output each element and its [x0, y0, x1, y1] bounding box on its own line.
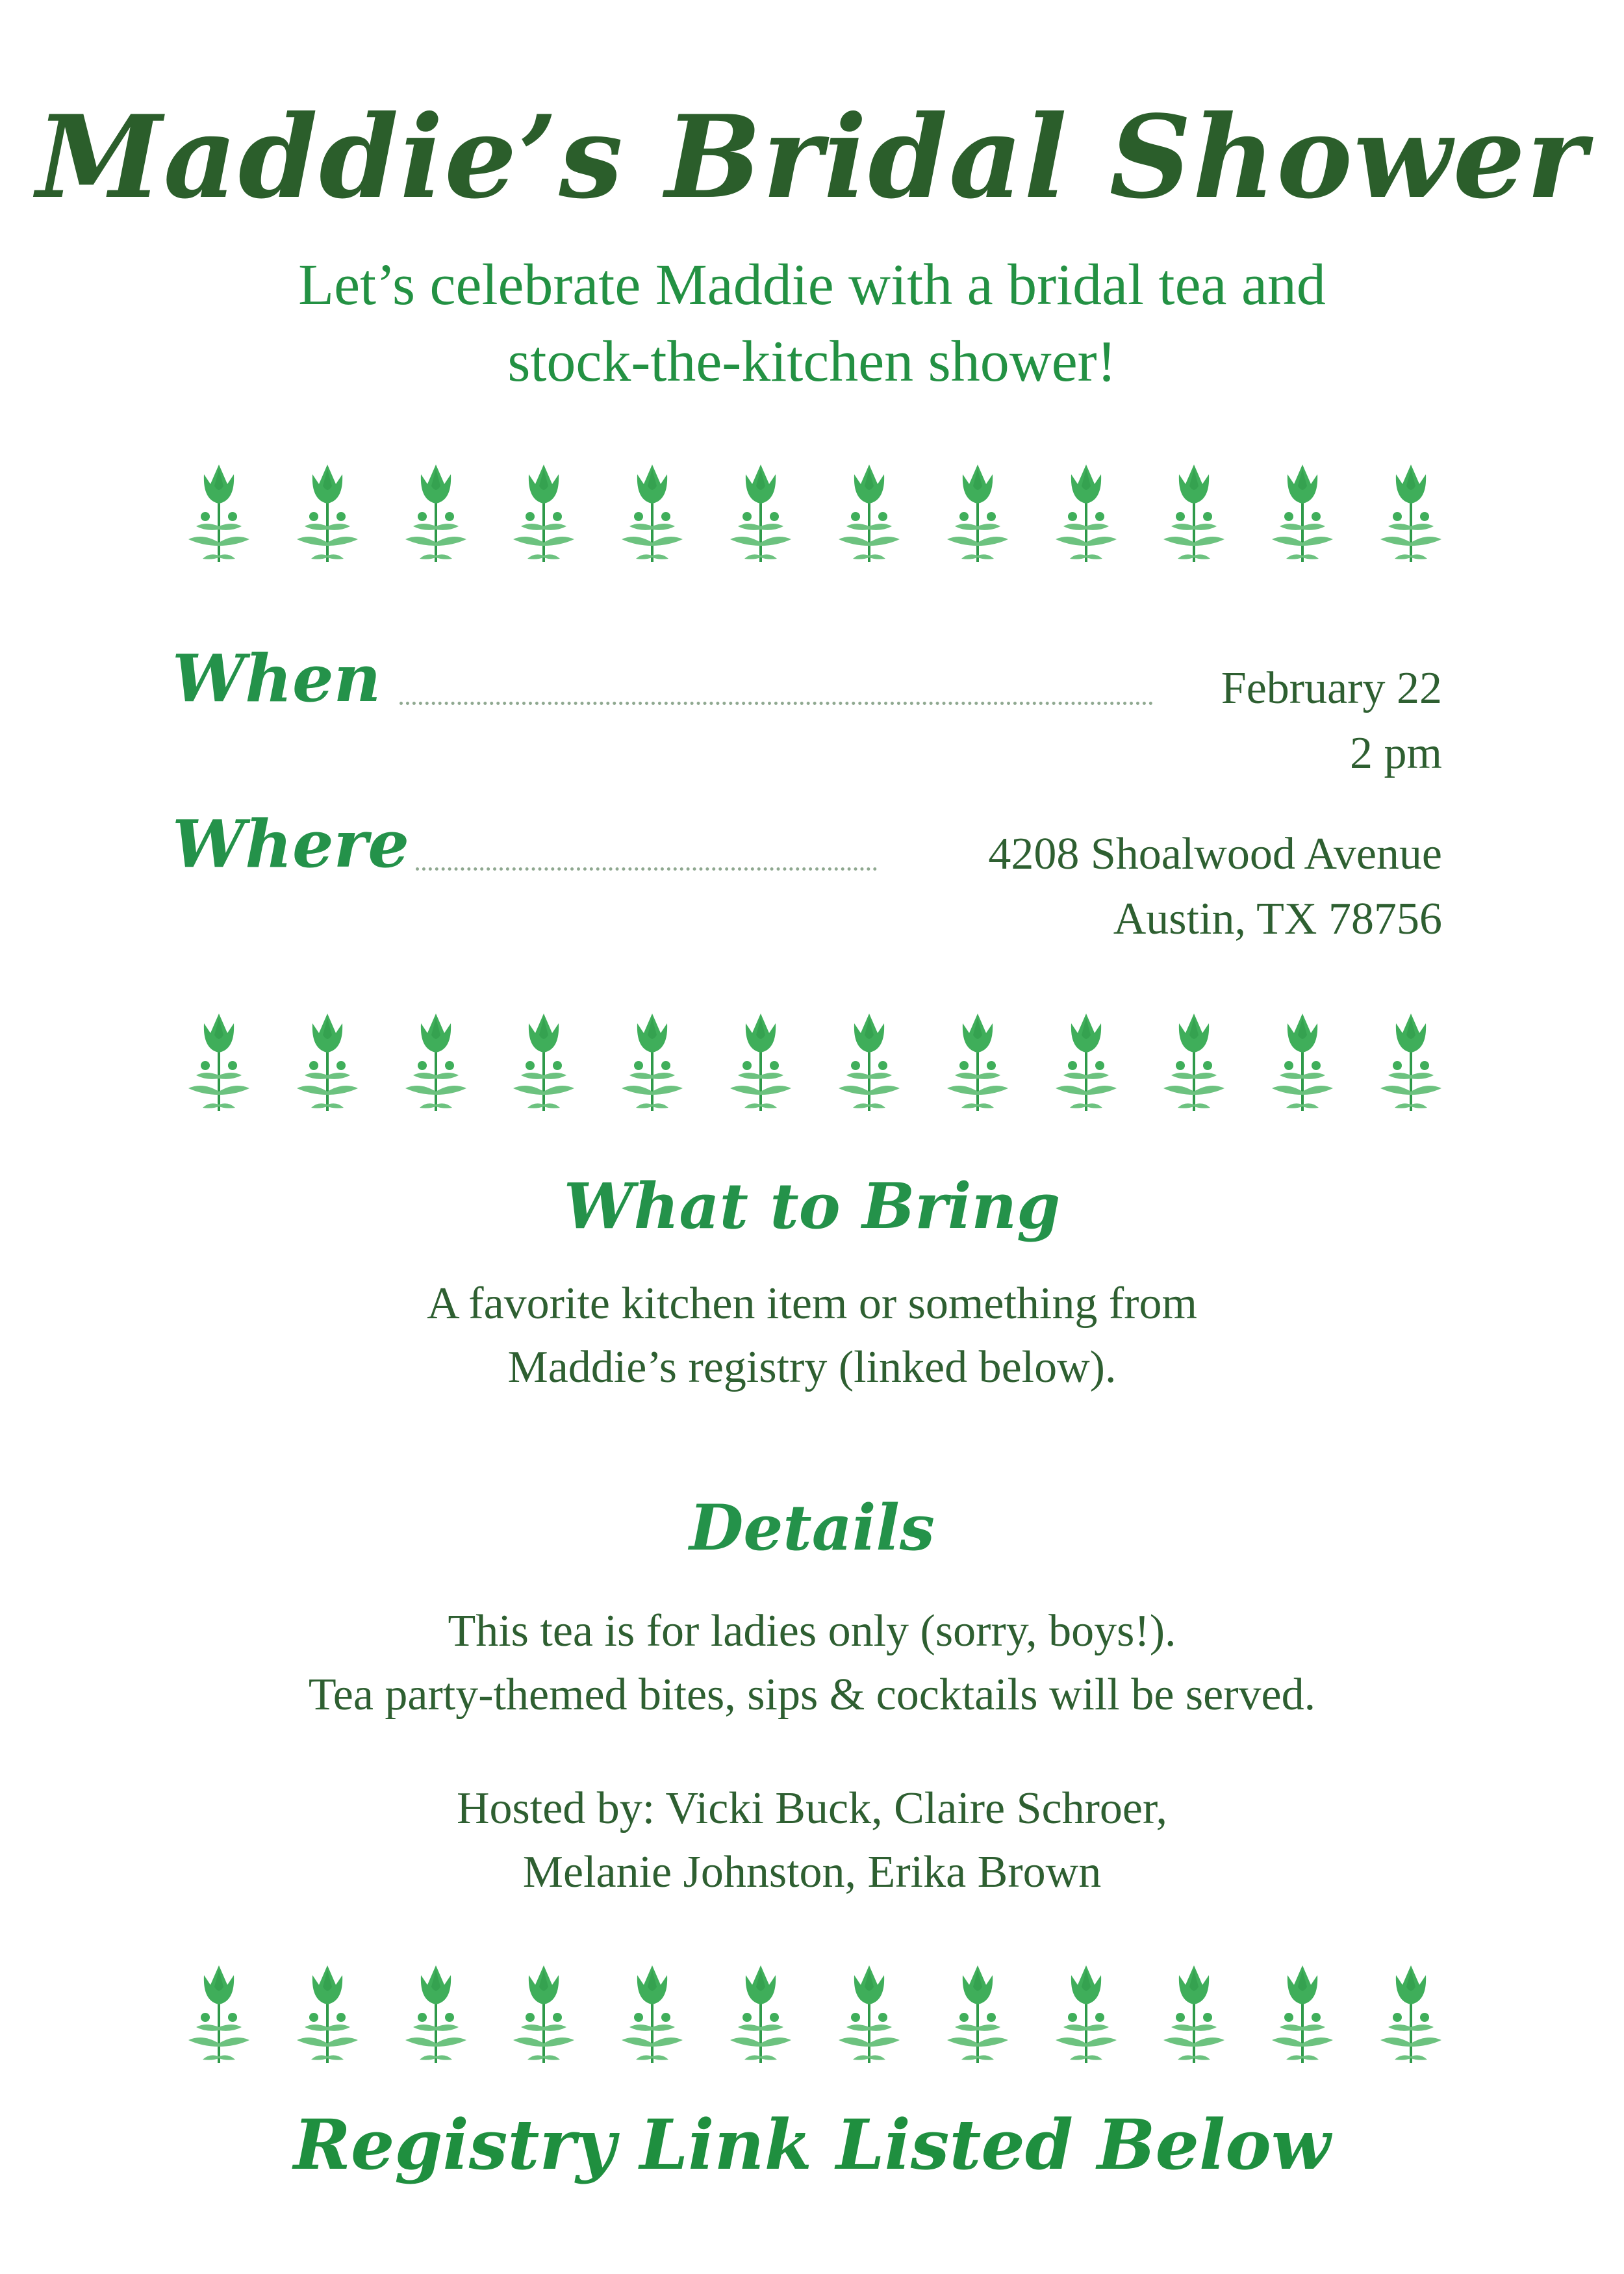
tulip-sprig-icon: [935, 1956, 1020, 2066]
tulip-sprig-icon: [177, 455, 261, 565]
tulip-sprig-icon: [718, 1956, 803, 2066]
what-to-bring-line-2: Maddie’s registry (linked below).: [507, 1342, 1117, 1392]
invitation-title: Maddie’s Bridal Shower: [36, 91, 1588, 224]
when-value: [1221, 656, 1442, 786]
tulip-sprig-icon: [1044, 455, 1128, 565]
details-line-1: This tea is for ladies only (sorry, boys!).: [448, 1606, 1176, 1656]
registry-footer: Registry Link Listed Below: [293, 2104, 1331, 2185]
details-text: [195, 1600, 1429, 1727]
tulip-sprig-icon: [1260, 1004, 1345, 1114]
tulip-sprig-icon: [827, 1004, 911, 1114]
flower-border-top: [177, 455, 1453, 565]
tulip-sprig-icon: [610, 1004, 694, 1114]
tulip-sprig-icon: [1152, 1004, 1236, 1114]
tulip-sprig-icon: [501, 455, 586, 565]
subtitle-line-1: Let’s celebrate Maddie with a bridal tea and: [298, 253, 1326, 317]
hosts-text: [195, 1777, 1429, 1904]
tulip-sprig-icon: [935, 1004, 1020, 1114]
tulip-sprig-icon: [827, 455, 911, 565]
hosts-line-2: Melanie Johnston, Erika Brown: [522, 1847, 1102, 1897]
tulip-sprig-icon: [394, 1956, 478, 2066]
what-to-bring-heading: What to Bring: [563, 1169, 1061, 1243]
tulip-sprig-icon: [1260, 1956, 1345, 2066]
subtitle-line-2: stock-the-kitchen shower!: [507, 329, 1117, 394]
details-heading: Details: [689, 1491, 935, 1565]
tulip-sprig-icon: [610, 455, 694, 565]
tulip-sprig-icon: [1044, 1956, 1128, 2066]
tulip-sprig-icon: [285, 1956, 370, 2066]
tulip-sprig-icon: [718, 1004, 803, 1114]
tulip-sprig-icon: [610, 1956, 694, 2066]
hosts-line-1: Hosted by: Vicki Buck, Claire Schroer,: [457, 1783, 1167, 1833]
tulip-sprig-icon: [1369, 455, 1453, 565]
when-label: When: [172, 640, 381, 717]
flower-border-bottom: [177, 1956, 1453, 2066]
tulip-sprig-icon: [718, 455, 803, 565]
what-to-bring-line-1: A favorite kitchen item or something from: [427, 1279, 1197, 1329]
tulip-sprig-icon: [394, 1004, 478, 1114]
where-leader-dots: [416, 867, 877, 871]
tulip-sprig-icon: [827, 1956, 911, 2066]
tulip-sprig-icon: [935, 455, 1020, 565]
when-time: 2 pm: [1350, 728, 1442, 778]
details-line-2: Tea party-themed bites, sips & cocktails will be served.: [308, 1670, 1316, 1720]
when-leader-dots: [400, 702, 1153, 705]
flower-border-middle: [177, 1004, 1453, 1114]
where-city: Austin, TX 78756: [1113, 894, 1442, 944]
tulip-sprig-icon: [1369, 1004, 1453, 1114]
tulip-sprig-icon: [1044, 1004, 1128, 1114]
tulip-sprig-icon: [285, 455, 370, 565]
where-street: 4208 Shoalwood Avenue: [988, 829, 1442, 879]
tulip-sprig-icon: [177, 1956, 261, 2066]
tulip-sprig-icon: [1260, 455, 1345, 565]
where-label: Where: [172, 806, 409, 882]
tulip-sprig-icon: [285, 1004, 370, 1114]
what-to-bring-text: [195, 1272, 1429, 1399]
tulip-sprig-icon: [394, 455, 478, 565]
when-date: February 22: [1221, 663, 1442, 713]
tulip-sprig-icon: [1152, 455, 1236, 565]
tulip-sprig-icon: [501, 1956, 586, 2066]
tulip-sprig-icon: [1369, 1956, 1453, 2066]
tulip-sprig-icon: [177, 1004, 261, 1114]
tulip-sprig-icon: [1152, 1956, 1236, 2066]
tulip-sprig-icon: [501, 1004, 586, 1114]
invitation-subtitle: [195, 247, 1429, 400]
where-value: [988, 822, 1442, 952]
